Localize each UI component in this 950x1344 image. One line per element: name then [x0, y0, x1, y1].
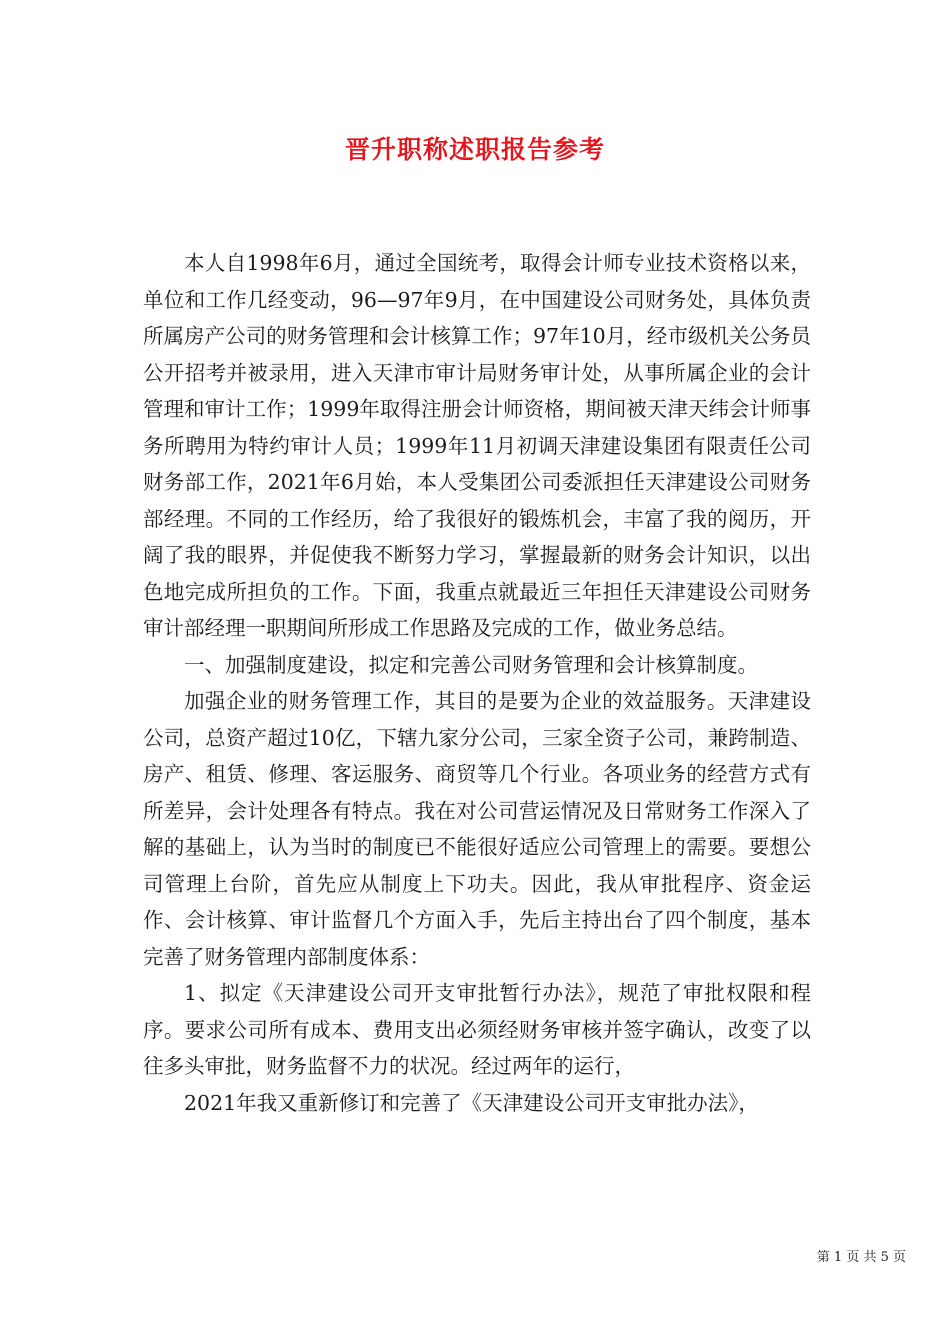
document-body [143, 245, 811, 1121]
paragraph-item-1: 1、拟定《天津建设公司开支审批暂行办法》，规范了审批权限和程序。要求公司所有成本、费用支出必须经财务审核并签字确认，改变了以往多头审批，财务监督不力的状况。经过两年的运行， [143, 981, 811, 1078]
page-number-footer: 第 1 页 共 5 页 [816, 1250, 906, 1265]
document-title: 晋升职称述职报告参考 [344, 135, 605, 164]
paragraph-management: 加强企业的财务管理工作，其目的是要为企业的效益服务。天津建设公司，总资产超过10亿，下辖九家分公司，三家全资子公司，兼跨制造、房产、租赁、修理、客运服务、商贸等几个行业。各项业务的经营方式有所差异，会计处理各有特点。我在对公司营运情况及日常财务工作深入了解的基础上，认为当时的制度已不能很好适应公司管理上的需要。要想公司管理上台阶，首先应从制度上下功夫。因此，我从审批程序、资金运作、会计核算、审计监督几个方面入手，先后主持出台了四个制度，基本完善了财务管理内部制度体系： [143, 689, 811, 969]
paragraph-section-heading: 一、加强制度建设，拟定和完善公司财务管理和会计核算制度。 [184, 652, 758, 677]
paragraph-item-1-continued: 2021年我又重新修订和完善了《天津建设公司开支审批办法》， [184, 1090, 759, 1115]
paragraph-intro: 本人自1998年6月，通过全国统考，取得会计师专业技术资格以来，单位和工作几经变动，96—97年9月，在中国建设公司财务处，具体负责所属房产公司的财务管理和会计核算工作；97年10月，经市级机关公务员公开招考并被录用，进入天津市审计局财务审计处，从事所属企业的会计管理和审计工作；1999年取得注册会计师资格，期间被天津天纬会计师事务所聘用为特约审计人员；1999年11月初调天津建设集团有限责任公司财务部工作，2021年6月始，本人受集团公司委派担任天津建设公司财务部经理。不同的工作经历，给了我很好的锻炼机会，丰富了我的阅历，开阔了我的眼界，并促使我不断努力学习，掌握最新的财务会计知识，以出色地完成所担负的工作。下面，我重点就最近三年担任天津建设公司财务审计部经理一职期间所形成工作思路及完成的工作，做业务总结。 [143, 251, 811, 640]
